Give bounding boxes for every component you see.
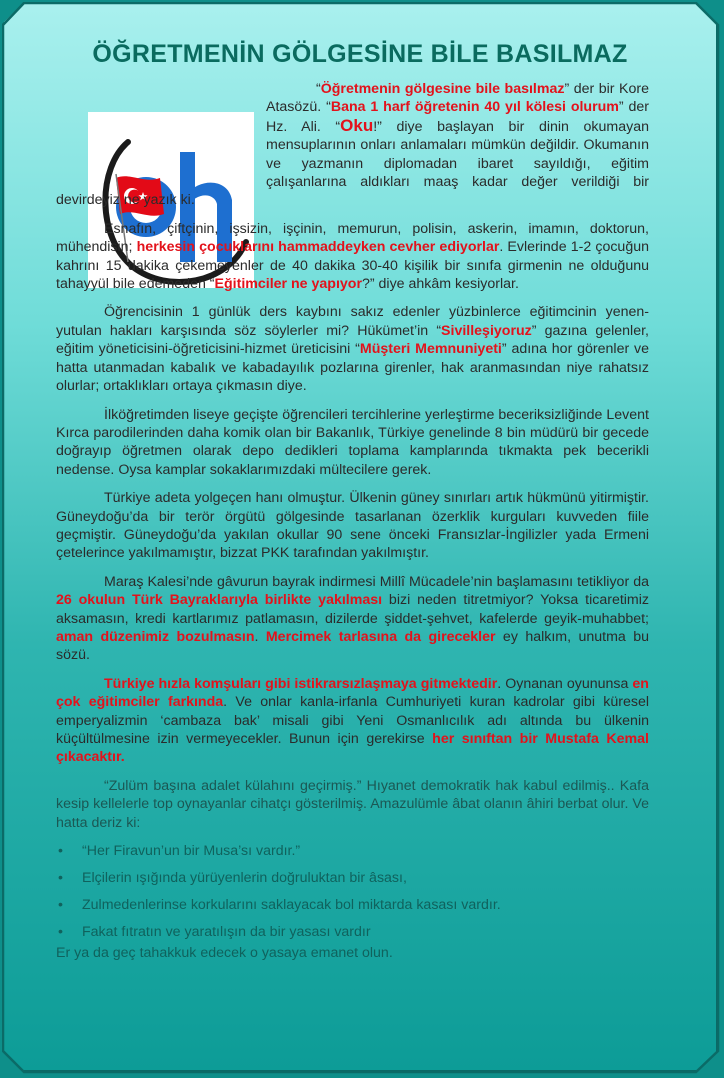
paragraph-5: Türkiye adeta yolgeçen hanı olmuştur. Ülkenin güney sınırları artık hükmünü yitirmiştir. Güneydoğu’da bir terör örgütü gölgesinde tasarlanan özerklik kurguları kuvveden fiile geçmiştir. Güneydoğu’da yakılan okullar 90 sene önceki Fransızlar-İngilizler yada Ermeni çetelerince yakılmamıştır, bizzat PKK tarafından yakılmıştır. (56, 490, 649, 562)
paragraph-4: İlköğretimden liseye geçişte öğrencileri tercihlerine yerleştirme beceriksizliğinde Levent Kırca parodilerinden daha komik olan bir Bakanlık, Türkiye genelinde 8 bin müdürü bir gecede doğrayıp öğretmen olarak depo dedikleri toplama kamplarında tıkmakta pek becerikli nedense. Oysa kamplar sokaklarımızdaki mültecilere gerek. (56, 406, 649, 478)
page-title: ÖĞRETMENİN GÖLGESİNE BİLE BASILMAZ (92, 40, 628, 68)
paragraph-7: Türkiye hızla komşuları gibi istikrarsızlaşmaya gitmektedir. Oynanan oyununsa en çok eğitimciler farkında. Ve onlar kanla-irfanla Cumhuriyeti kuran kadrolar gibi küresel emperyalizmin ‘cambaza bak’ misali gibi Yeni Osmanlıcılık adı altında bu ülkenin küçültülmesine izin vermeyecekler. Bunun için gerekirse her sınıftan bir Mustafa Kemal çıkacaktır. (56, 675, 649, 766)
list-item: • Zulmedenlerinse korkularını saklayacak bol miktarda kasası vardır. (56, 896, 649, 914)
list-item: • “Her Firavun’un bir Musa’sı vardır.” (56, 842, 649, 860)
bullet-list (56, 842, 649, 941)
paragraph-6: Maraş Kalesi’nde gâvurun bayrak indirmesi Millî Mücadele’nin başlamasını tetikliyor da 26 okulun Türk Bayraklarıyla birlikte yakılması bizi neden titretmiyor? Yoksa ticaretimiz aksamasın, kredi kartlarımız patlamasın, dizilerde şiddet-şehvet, kafelerde geyik-muhabbet; aman düzenimiz bozulmasın. Mercimek tarlasına da girecekler ey halkım, unutma bu sözü. (56, 573, 649, 664)
article-body (56, 80, 649, 962)
list-item: • Elçilerin ışığında yürüyenlerin doğruluktan bir âsası, (56, 869, 649, 887)
list-item: • Fakat fıtratın ve yaratılışın da bir yasası vardır (56, 923, 649, 941)
paragraph-1: “Öğretmenin gölgesine bile basılmaz” der bir Kore Atasözü. “Bana 1 harf öğretenin 40 yıl kölesi olurum” der Hz. Ali. “Oku!” diye başlayan bir dinin okumayan mensuplarının onları anlamaları mümkün değildir. Okumanın ve yazmanın diplomadan ibaret sayıldığı, eğitim çalışanlarına aldıkları maaş kadar değer verildiği bir devirdeyiz ne yazık ki. (56, 81, 650, 209)
logo (88, 0, 256, 180)
paragraph-8: “Zulüm başına adalet külahını geçirmiş.” Hıyanet demokratik hak kabul edilmiş.. Kafa kesip kellelerle top oynayanlar cihatçı gösterilmiş. Amazulümle âbat olanın âhiri berbat olur. Ve hatta deriz ki: (56, 777, 649, 831)
closing-line: Er ya da geç tahakkuk edecek o yasaya emanet olun. (56, 945, 393, 962)
paragraph-3: Öğrencisinin 1 günlük ders kaybını sakız edenler yüzbinlerce eğitimcinin yenen-yutulan hakları karşısında söz söylerler mi? Hükümet’in “Sivilleşiyoruz” gazına gelenler, eğitim yöneticisini-öğreticisini-hizmet üreticisini “Müşteri Memnuniyeti” adına hor görenler ve hatta utanmadan kabalık ve kabadayılık pozlarına girenler, hak aranmasından niye rahatsız olurlar; ortaklıkları ortaya çıkmasın diye. (56, 304, 650, 395)
paragraph-2: Esnafın, çiftçinin, işsizin, işçinin, memurun, polisin, askerin, imamın, doktorun, mühendisin; herkesin çocuklarını hammaddeyken cevher ediyorlar. Evlerinde 1-2 çocuğun kahrını 15 dakika çekemeyenler de 40 dakika 30-40 kişilik bir sınıfa girmenin ne olduğunu tahayyül bile edemeden “Eğitimciler ne yapıyor?” diye ahkâm kesiyorlar. (56, 220, 649, 293)
